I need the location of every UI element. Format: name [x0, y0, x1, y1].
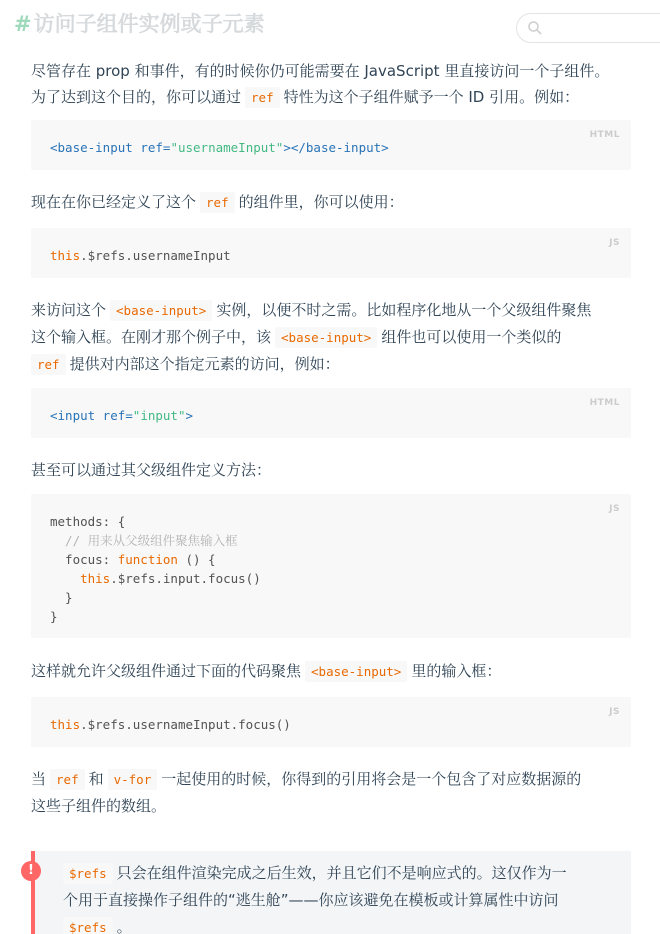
text: 来访问这个: [31, 301, 107, 319]
paragraph-line: [31, 84, 631, 111]
text: 组件也可以使用一个类似的: [381, 328, 562, 346]
code-line: <input ref="input">: [50, 408, 194, 423]
text: 特性为这个子组件赋予一个 ID 引用。例如：: [283, 88, 580, 106]
inline-code: ref: [50, 769, 85, 790]
page-title[interactable]: [14, 8, 265, 38]
paragraph-access: [31, 297, 631, 378]
code-line: }: [50, 609, 58, 624]
inline-code: <base-input>: [305, 661, 407, 682]
paragraph-line: [31, 351, 631, 378]
inline-code: ref: [31, 354, 66, 375]
text: 里的输入框：: [411, 662, 502, 680]
paragraph-focus: [31, 658, 631, 685]
inline-code: $refs: [63, 917, 113, 934]
paragraph-line: 这些子组件的数组。: [31, 797, 167, 815]
paragraph-ref: [31, 189, 631, 216]
paragraph-line: [31, 297, 631, 324]
text: 和: [88, 770, 104, 788]
code-line: focus: function () {: [50, 552, 216, 567]
paragraph-line: [31, 766, 631, 793]
text: 实例，以便不时之需。比如程序化地从一个父级组件聚焦: [216, 301, 592, 319]
inline-code: ref: [200, 192, 235, 213]
code-block-js: [31, 228, 631, 278]
paragraph-intro: [31, 58, 631, 111]
paragraph-line: [63, 860, 628, 887]
code-lang-label: JS: [609, 707, 620, 717]
text: 为了达到这个目的，你可以通过: [31, 88, 242, 106]
code-line: this.$refs.input.focus(): [50, 571, 261, 586]
search-input[interactable]: [516, 13, 660, 43]
paragraph-line: 个用于直接操作子组件的“逃生舱”——你应该避免在模板或计算属性中访问: [63, 891, 559, 909]
text: 。: [116, 918, 132, 934]
code-line: // 用来从父级组件聚焦输入框: [50, 533, 238, 548]
code-line: }: [50, 590, 73, 605]
text: 当: [31, 770, 47, 788]
warning-tip-text: [63, 860, 628, 934]
code-line: <base-input ref="usernameInput"></base-input>: [50, 140, 389, 155]
code-line: this.$refs.usernameInput.focus(): [50, 717, 291, 732]
code-block-html: [31, 120, 631, 170]
inline-code: $refs: [63, 863, 113, 884]
text: 一起使用的时候，你得到的引用将会是一个包含了对应数据源的: [161, 770, 582, 788]
text: 现在在你已经定义了这个: [31, 193, 197, 211]
text: 提供对内部这个指定元素的访问，例如：: [69, 355, 340, 373]
paragraph-line: [63, 914, 628, 934]
text: 的组件里，你可以使用：: [238, 193, 404, 211]
text: 这样就允许父级组件通过下面的代码聚焦: [31, 662, 302, 680]
paragraph-parent-method: 甚至可以通过其父级组件定义方法：: [31, 461, 272, 479]
inline-code: v-for: [108, 769, 158, 790]
code-block-html: [31, 388, 631, 438]
warning-icon: !: [21, 861, 41, 881]
page-title-text: 访问子组件实例或子元素: [33, 12, 265, 36]
code-block-js: [31, 697, 631, 747]
inline-code: <base-input>: [110, 300, 212, 321]
code-lang-label: HTML: [589, 398, 620, 408]
code-lang-label: JS: [609, 238, 620, 248]
code-line: this.$refs.usernameInput: [50, 248, 231, 263]
inline-code: <base-input>: [275, 327, 377, 348]
text: 这个输入框。在刚才那个例子中，该: [31, 328, 272, 346]
text: 只会在组件渲染完成之后生效，并且它们不是响应式的。这仅作为一: [116, 864, 567, 882]
code-line: methods: {: [50, 514, 126, 529]
anchor-hash[interactable]: #: [14, 12, 32, 36]
paragraph-line: [31, 324, 631, 351]
code-lang-label: JS: [609, 504, 620, 514]
code-lang-label: HTML: [589, 130, 620, 140]
paragraph-v-for: [31, 766, 631, 819]
inline-code: ref: [245, 87, 280, 108]
code-block-js: [31, 494, 631, 638]
paragraph-line: 尽管存在 prop 和事件，有的时候你仍可能需要在 JavaScript 里直接访问一个子组件。: [31, 62, 610, 80]
search-icon: [527, 20, 543, 36]
